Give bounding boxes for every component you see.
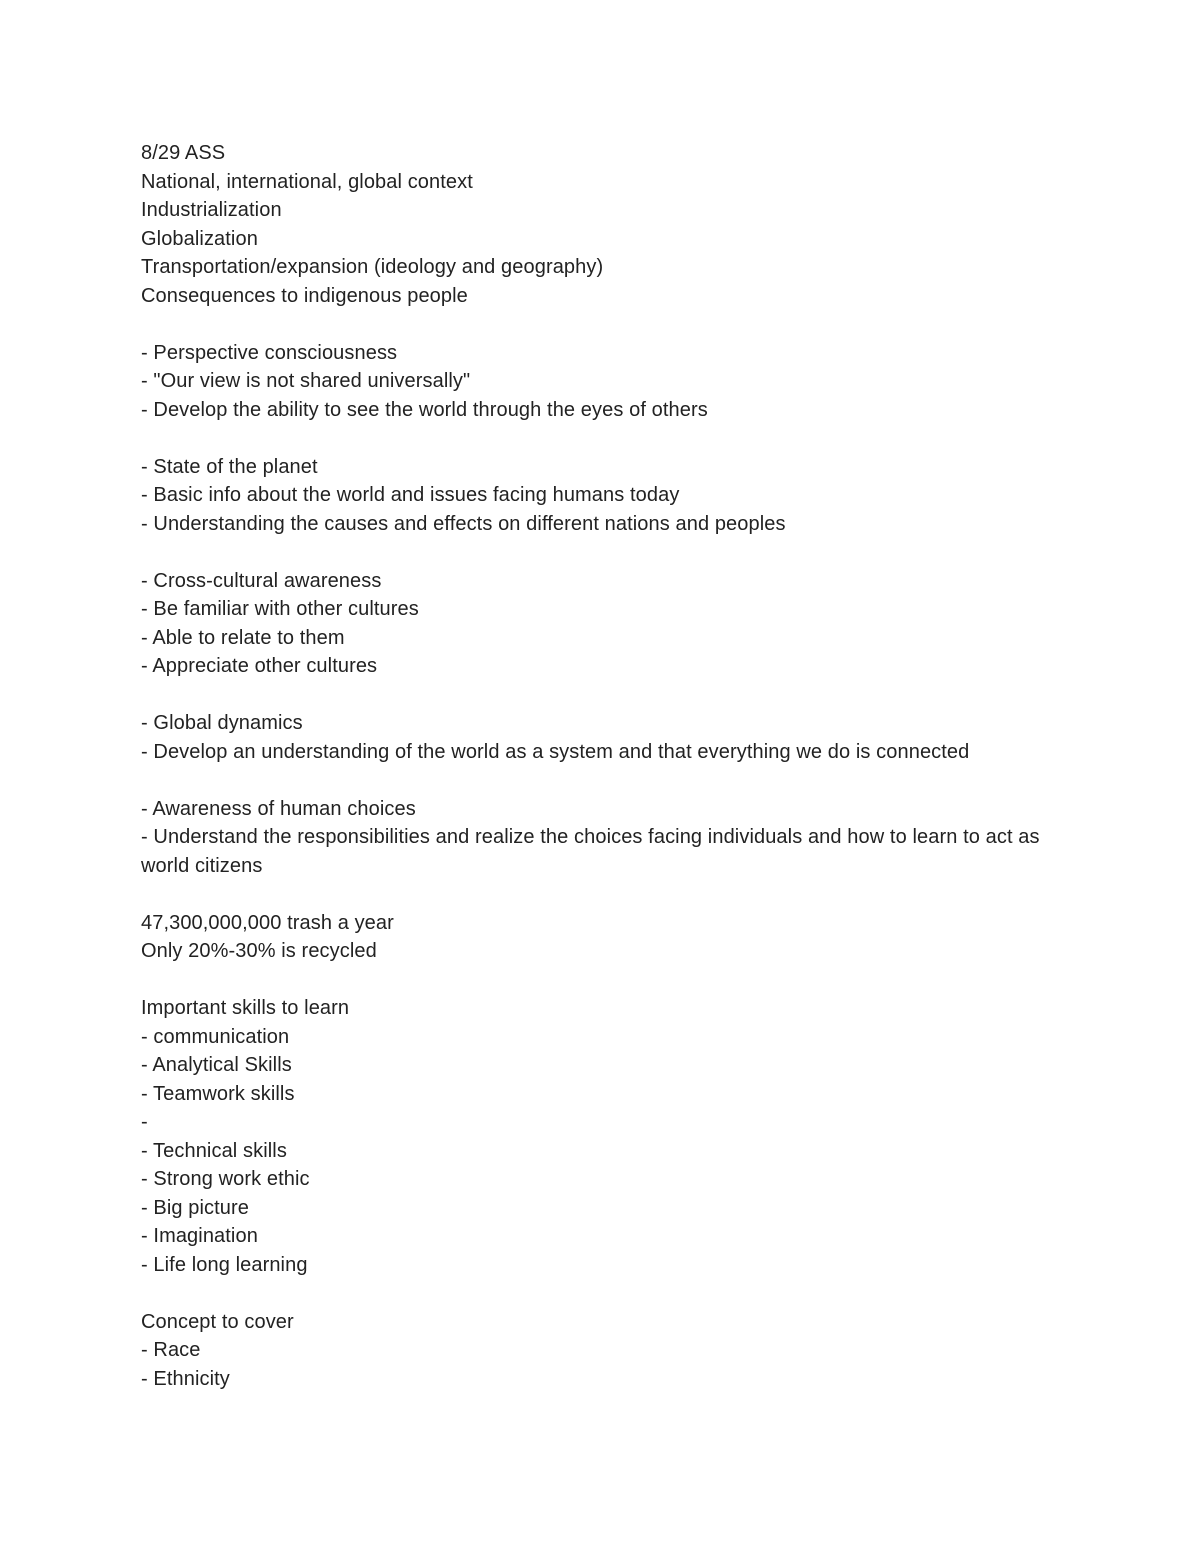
cross-cultural-line: - Able to relate to them bbox=[141, 626, 345, 649]
skill-item: - communication bbox=[141, 1025, 290, 1048]
concept-item: - Ethnicity bbox=[141, 1367, 230, 1390]
blank-line bbox=[141, 880, 1051, 909]
concepts-heading: Concept to cover bbox=[141, 1310, 294, 1333]
skill-item: - Analytical Skills bbox=[141, 1054, 292, 1076]
perspective-line: - "Our view is not shared universally" bbox=[141, 370, 471, 392]
blank-line bbox=[141, 424, 1051, 453]
choices-line: - Awareness of human choices bbox=[141, 797, 416, 820]
choices-line: - Understand the responsibilities and realize the choices facing individuals and how to learn to act as world citizens bbox=[141, 826, 1040, 877]
skill-item: - Technical skills bbox=[141, 1139, 287, 1162]
skill-item: - Strong work ethic bbox=[141, 1168, 310, 1190]
blank-line bbox=[141, 766, 1051, 795]
dynamics-line: - Develop an understanding of the world as a system and that everything we do is connected bbox=[141, 740, 970, 763]
topic-line: Globalization bbox=[141, 227, 258, 250]
blank-line bbox=[141, 538, 1051, 567]
perspective-line: - Develop the ability to see the world through the eyes of others bbox=[141, 398, 708, 421]
blank-line bbox=[141, 1279, 1051, 1308]
topic-line: Transportation/expansion (ideology and geography) bbox=[141, 256, 604, 278]
blank-line bbox=[141, 681, 1051, 710]
planet-line: - State of the planet bbox=[141, 455, 318, 478]
blank-line bbox=[141, 966, 1051, 995]
planet-line: - Understanding the causes and effects on different nations and peoples bbox=[141, 512, 786, 535]
skills-heading: Important skills to learn bbox=[141, 997, 350, 1019]
date-title: 8/29 ASS bbox=[141, 142, 226, 164]
cross-cultural-line: - Appreciate other cultures bbox=[141, 655, 378, 677]
dynamics-line: - Global dynamics bbox=[141, 712, 303, 734]
concept-item: - Race bbox=[141, 1339, 201, 1361]
topic-line: Industrialization bbox=[141, 199, 282, 221]
skill-item: - bbox=[141, 1111, 148, 1133]
skill-item: - Teamwork skills bbox=[141, 1082, 295, 1105]
skill-item: - Big picture bbox=[141, 1196, 250, 1219]
blank-line bbox=[141, 310, 1051, 339]
trash-stat-line: 47,300,000,000 trash a year bbox=[141, 911, 394, 934]
document-body bbox=[141, 139, 1051, 1393]
cross-cultural-line: - Cross-cultural awareness bbox=[141, 569, 382, 592]
cross-cultural-line: - Be familiar with other cultures bbox=[141, 598, 419, 620]
skill-item: - Imagination bbox=[141, 1225, 258, 1247]
planet-line: - Basic info about the world and issues facing humans today bbox=[141, 484, 680, 506]
context-line: National, international, global context bbox=[141, 170, 473, 193]
perspective-line: - Perspective consciousness bbox=[141, 341, 398, 364]
recycle-stat-line: Only 20%-30% is recycled bbox=[141, 940, 377, 962]
skill-item: - Life long learning bbox=[141, 1253, 308, 1276]
topic-line: Consequences to indigenous people bbox=[141, 284, 468, 307]
